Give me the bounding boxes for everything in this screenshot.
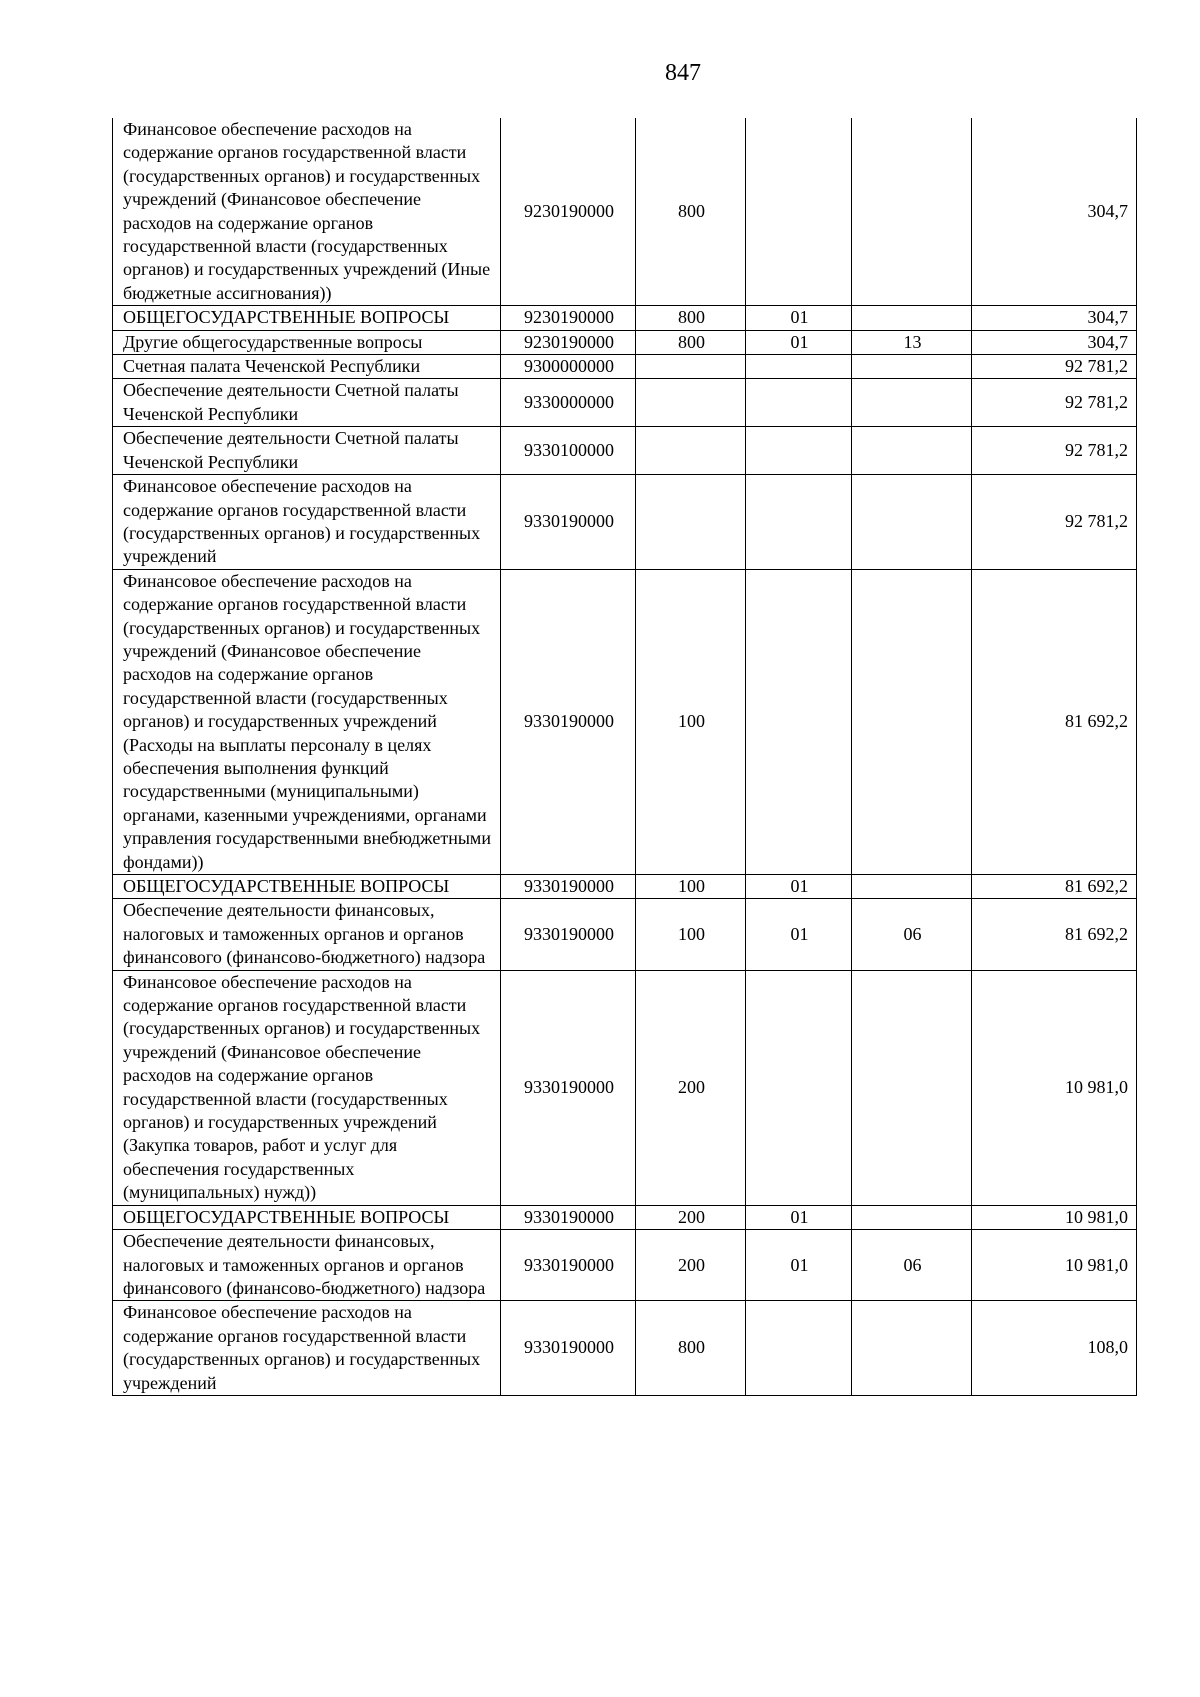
row-section-cell	[746, 1301, 852, 1396]
row-subsection-cell	[852, 1301, 972, 1396]
row-amount-cell: 10 981,0	[972, 1205, 1137, 1229]
table-row	[113, 569, 1137, 874]
row-name-cell: ОБЩЕГОСУДАРСТВЕННЫЕ ВОПРОСЫ	[113, 306, 501, 330]
table-row	[113, 475, 1137, 570]
row-expense-type-cell: 100	[636, 875, 746, 899]
row-section-cell	[746, 118, 852, 306]
row-name-cell: ОБЩЕГОСУДАРСТВЕННЫЕ ВОПРОСЫ	[113, 875, 501, 899]
row-expense-type-cell: 100	[636, 899, 746, 970]
table-row	[113, 899, 1137, 970]
row-amount-cell: 92 781,2	[972, 427, 1137, 475]
row-name-cell: Другие общегосударственные вопросы	[113, 330, 501, 354]
row-section-cell: 01	[746, 1230, 852, 1301]
row-amount-cell: 92 781,2	[972, 475, 1137, 570]
row-name-cell: Финансовое обеспечение расходов на содержание органов государственной власти (государственных органов) и государственных учреждений	[113, 475, 501, 570]
budget-table	[112, 118, 1137, 1396]
row-subsection-cell	[852, 355, 972, 379]
row-amount-cell: 81 692,2	[972, 899, 1137, 970]
table-row	[113, 306, 1137, 330]
row-amount-cell: 10 981,0	[972, 1230, 1137, 1301]
table-row	[113, 875, 1137, 899]
row-expense-type-cell: 800	[636, 306, 746, 330]
row-expense-type-cell	[636, 475, 746, 570]
row-amount-cell: 92 781,2	[972, 355, 1137, 379]
row-name-cell: Обеспечение деятельности Счетной палаты Чеченской Республики	[113, 427, 501, 475]
row-subsection-cell: 13	[852, 330, 972, 354]
row-section-cell	[746, 475, 852, 570]
row-amount-cell: 108,0	[972, 1301, 1137, 1396]
row-subsection-cell	[852, 1205, 972, 1229]
table-row	[113, 427, 1137, 475]
table-row	[113, 355, 1137, 379]
row-name-cell: Финансовое обеспечение расходов на содержание органов государственной власти (государственных органов) и государственных учреждений	[113, 1301, 501, 1396]
table-row	[113, 1205, 1137, 1229]
table-row	[113, 330, 1137, 354]
row-section-cell	[746, 569, 852, 874]
row-name-cell: ОБЩЕГОСУДАРСТВЕННЫЕ ВОПРОСЫ	[113, 1205, 501, 1229]
row-code-cell: 9230190000	[501, 118, 636, 306]
table-row	[113, 1301, 1137, 1396]
row-code-cell: 9330100000	[501, 427, 636, 475]
row-section-cell	[746, 355, 852, 379]
row-amount-cell: 81 692,2	[972, 875, 1137, 899]
row-expense-type-cell: 100	[636, 569, 746, 874]
row-amount-cell: 81 692,2	[972, 569, 1137, 874]
row-code-cell: 9330190000	[501, 970, 636, 1205]
row-expense-type-cell: 200	[636, 1230, 746, 1301]
row-subsection-cell	[852, 569, 972, 874]
row-code-cell: 9330190000	[501, 875, 636, 899]
row-subsection-cell	[852, 475, 972, 570]
row-code-cell: 9230190000	[501, 306, 636, 330]
row-code-cell: 9330000000	[501, 379, 636, 427]
row-code-cell: 9300000000	[501, 355, 636, 379]
row-subsection-cell: 06	[852, 1230, 972, 1301]
row-code-cell: 9330190000	[501, 1205, 636, 1229]
row-section-cell	[746, 427, 852, 475]
row-expense-type-cell: 800	[636, 118, 746, 306]
row-code-cell: 9330190000	[501, 569, 636, 874]
page-number: 847	[665, 60, 701, 86]
row-amount-cell: 304,7	[972, 330, 1137, 354]
row-code-cell: 9330190000	[501, 899, 636, 970]
row-amount-cell: 304,7	[972, 306, 1137, 330]
row-expense-type-cell	[636, 379, 746, 427]
row-section-cell: 01	[746, 899, 852, 970]
row-expense-type-cell: 800	[636, 1301, 746, 1396]
table-row	[113, 379, 1137, 427]
row-subsection-cell	[852, 118, 972, 306]
row-subsection-cell	[852, 875, 972, 899]
row-subsection-cell	[852, 970, 972, 1205]
row-amount-cell: 304,7	[972, 118, 1137, 306]
row-code-cell: 9330190000	[501, 1230, 636, 1301]
row-section-cell	[746, 970, 852, 1205]
row-amount-cell: 10 981,0	[972, 970, 1137, 1205]
row-section-cell: 01	[746, 875, 852, 899]
row-subsection-cell	[852, 306, 972, 330]
row-expense-type-cell: 200	[636, 1205, 746, 1229]
budget-table-body	[113, 118, 1137, 1395]
row-subsection-cell	[852, 379, 972, 427]
row-amount-cell: 92 781,2	[972, 379, 1137, 427]
row-section-cell: 01	[746, 1205, 852, 1229]
row-section-cell	[746, 379, 852, 427]
row-name-cell: Обеспечение деятельности финансовых, налоговых и таможенных органов и органов финансового (финансово-бюджетного) надзора	[113, 1230, 501, 1301]
row-expense-type-cell	[636, 355, 746, 379]
table-row	[113, 970, 1137, 1205]
table-row	[113, 1230, 1137, 1301]
row-expense-type-cell: 200	[636, 970, 746, 1205]
row-name-cell: Финансовое обеспечение расходов на содержание органов государственной власти (государственных органов) и государственных учреждений (Финансовое обеспечение расходов на содержание органов государственной власти (государственных органов) и государственных учреждений (Закупка товаров, работ и услуг для обеспечения государственных (муниципальных) нужд))	[113, 970, 501, 1205]
row-name-cell: Обеспечение деятельности Счетной палаты Чеченской Республики	[113, 379, 501, 427]
row-subsection-cell	[852, 427, 972, 475]
row-expense-type-cell: 800	[636, 330, 746, 354]
row-section-cell: 01	[746, 306, 852, 330]
row-name-cell: Обеспечение деятельности финансовых, налоговых и таможенных органов и органов финансового (финансово-бюджетного) надзора	[113, 899, 501, 970]
row-name-cell: Финансовое обеспечение расходов на содержание органов государственной власти (государственных органов) и государственных учреждений (Финансовое обеспечение расходов на содержание органов государственной власти (государственных органов) и государственных учреждений (Иные бюджетные ассигнования))	[113, 118, 501, 306]
row-subsection-cell: 06	[852, 899, 972, 970]
row-code-cell: 9230190000	[501, 330, 636, 354]
row-code-cell: 9330190000	[501, 475, 636, 570]
table-row	[113, 118, 1137, 306]
row-section-cell: 01	[746, 330, 852, 354]
row-expense-type-cell	[636, 427, 746, 475]
row-code-cell: 9330190000	[501, 1301, 636, 1396]
row-name-cell: Финансовое обеспечение расходов на содержание органов государственной власти (государственных органов) и государственных учреждений (Финансовое обеспечение расходов на содержание органов государственной власти (государственных органов) и государственных учреждений (Расходы на выплаты персоналу в целях обеспечения выполнения функций государственными (муниципальными) органами, казенными учреждениями, органами управления государственными внебюджетными фондами))	[113, 569, 501, 874]
row-name-cell: Счетная палата Чеченской Республики	[113, 355, 501, 379]
